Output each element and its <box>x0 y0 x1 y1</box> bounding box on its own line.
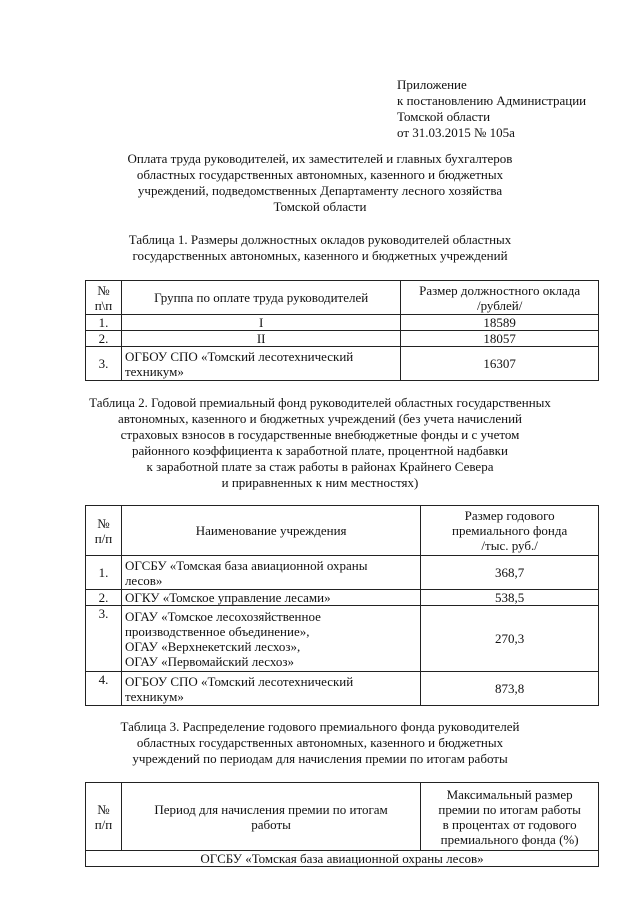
header-number: № п\п <box>86 281 122 315</box>
table-row: 3. ОГАУ «Томское лесохозяйственное производственное объединение», ОГАУ «Верхнекетский лесхоз», ОГАУ «Первомайский лесхоз» 270,3 <box>86 606 599 672</box>
table3-caption: Таблица 3. Распределение годового премиального фонда руководителей областных государственных автономных, казенного и бюджетных учреждений по периодам для начисления премии по итогам работы <box>120 719 520 766</box>
table2-caption: Таблица 2. Годовой премиальный фонд руководителей областных государственных автономных, казенного и бюджетных учреждений (без учета начислений страховых взносов в государственные внебюджетные фонды и с учетом районного коэффициента к заработной плате, процентной надбавки к заработной плате за стаж работы в районах Крайнего Севера и приравненных к ним местностях) <box>89 395 551 490</box>
document-title: Оплата труда руководителей, их заместителей и главных бухгалтеров областных государственных автономных, казенного и бюджетных учреждений, подведомственных Департаменту лесного хозяйства Томской области <box>127 151 513 214</box>
appendix-block <box>397 77 586 141</box>
header-max-bonus: Максимальный размер премии по итогам работы в процентах от годового премиального фонда (%) <box>421 783 599 851</box>
table-row: 2. II 18057 <box>86 331 599 347</box>
table1 <box>85 280 599 381</box>
table1-caption: Таблица 1. Размеры должностных окладов руководителей областных государственных автономных, казенного и бюджетных учреждений <box>128 232 512 263</box>
section-title: ОГСБУ «Томская база авиационной охраны лесов» <box>86 851 599 867</box>
table-row: 3. ОГБОУ СПО «Томский лесотехнический техникум» 16307 <box>86 347 599 381</box>
table-row: 1. ОГСБУ «Томская база авиационной охраны лесов» 368,7 <box>86 556 599 590</box>
table-header-row <box>86 506 599 556</box>
appendix-line: Томской области <box>397 109 491 124</box>
header-period: Период для начисления премии по итогам работы <box>121 783 420 851</box>
table3 <box>85 782 599 867</box>
header-fund: Размер годового премиального фонда /тыс. руб./ <box>421 506 599 556</box>
appendix-line: к постановлению Администрации <box>397 93 587 108</box>
table-row: 2. ОГКУ «Томское управление лесами» 538,5 <box>86 590 599 606</box>
header-institution: Наименование учреждения <box>121 506 420 556</box>
header-number: № п/п <box>86 783 122 851</box>
header-number: № п/п <box>86 506 122 556</box>
table-section-row <box>86 851 599 867</box>
table-row: 1. I 18589 <box>86 315 599 331</box>
table-header-row <box>86 783 599 851</box>
appendix-line: Приложение <box>397 77 467 92</box>
table-row: 4. ОГБОУ СПО «Томский лесотехнический техникум» 873,8 <box>86 672 599 706</box>
header-group: Группа по оплате труда руководителей <box>121 281 400 315</box>
table2 <box>85 505 599 706</box>
appendix-line: от 31.03.2015 № 105а <box>397 125 515 140</box>
header-salary: Размер должностного оклада /рублей/ <box>401 281 599 315</box>
table-header-row <box>86 281 599 315</box>
